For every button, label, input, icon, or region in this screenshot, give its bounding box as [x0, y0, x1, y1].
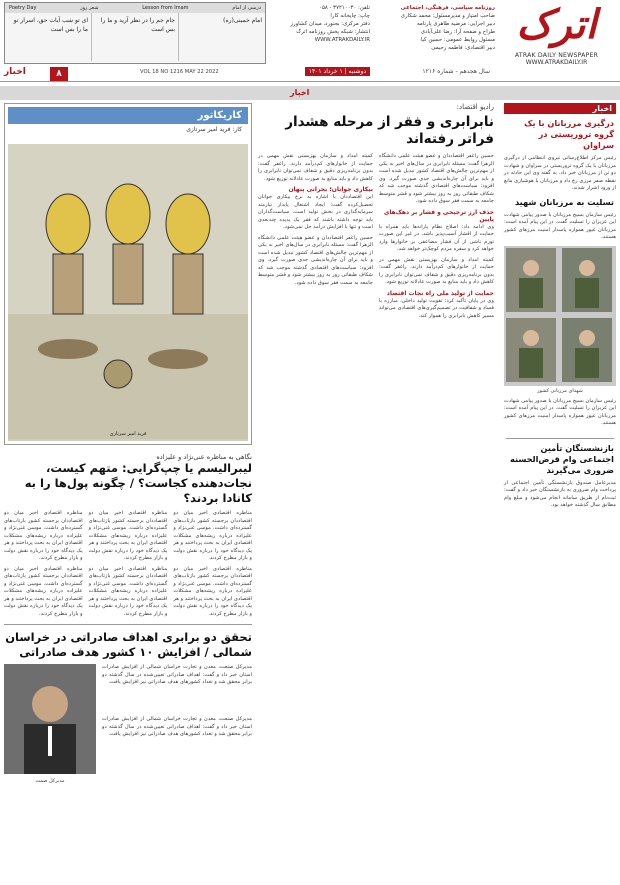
story-headline: تحقق دو برابری اهداف صادراتی در خراسان شمالی / افزایش ۱۰ کشور هدف صادراتی	[4, 624, 252, 660]
contact-line: انتشار: شبکه پخش روزنامه اترک	[296, 29, 370, 35]
lesson-tag: Lesson from Imam	[142, 5, 189, 11]
pub-line: روزنامه سیاسی، فرهنگی، اجتماعی	[400, 5, 495, 11]
poem-column: ای تو شب آیات حق، اسرار تو ما را بس است	[13, 17, 88, 33]
subhead: حذف ارز ترجیحی و فشار بر دهک‌های پایین	[383, 208, 494, 223]
paragraph: این اقتصاددان با اشاره به نرخ بیکاری جوانان تحصیل‌کرده گفت: ایجاد اشتغال پایدار نیازمند سرمایه‌گذاری در بخش تولید است. سیاست‌گذاران باید توجه داشته باشند که فقر یک پدیده چندبعدی است و تنها با افزایش درآمد حل نمی‌شود.	[258, 194, 373, 230]
subhead: بیکاری جوانان؛ بحرانی پنهان	[288, 186, 373, 193]
pub-line: صاحب امتیاز و مدیرمسئول: محمد شکاری	[400, 13, 495, 19]
photo-caption: شهدای مرزبانی کشور	[537, 387, 583, 394]
paragraph: مناظره اقتصادی اخیر میان دو اقتصاددان برجسته کشور بازتاب‌های گسترده‌ای داشت. موسی غنی‌نژاد و علیزاده درباره ریشه‌های مشکلات اقتصادی ایران به بحث پرداختند و هر یک دیدگاه خود را درباره نقش دولت و بازار مطرح کردند.	[173, 565, 252, 617]
logo-subtitle: ATRAK DAILY NEWSPAPER	[514, 52, 599, 59]
pub-line: دبیر اقتصادی: فاطمه رحیمی	[431, 45, 495, 51]
main-headline: نابرابری و فقر از مرحله هشدار فراتر رفته‌اند	[285, 114, 494, 147]
official-portrait-drawing	[4, 664, 96, 774]
column-header: اخبار	[504, 103, 616, 114]
article-body	[258, 153, 494, 320]
portrait-caption: مدیرکل صمت	[35, 778, 65, 784]
cartoon-box	[4, 103, 252, 445]
dateline	[0, 66, 620, 82]
issue-date: دوشنبه | ۱ خرداد ۱۴۰۱	[305, 67, 370, 76]
paragraph: کمیته امداد و سازمان بهزیستی نقش مهمی در حمایت از خانوارهای کم‌درآمد دارند. راغفر گفت: بدون برنامه‌ریزی دقیق و شفاف نمی‌توان نابرابری را کاهش داد و باید منابع به صورت عادلانه توزیع شود.	[379, 256, 494, 285]
lesson-column: امام خمینی(ره)	[178, 13, 265, 61]
pub-line: مسئول روابط عمومی: حسین کیا	[420, 37, 495, 43]
page-number: ۸	[50, 67, 68, 81]
paragraph: مناظره اقتصادی اخیر میان دو اقتصاددان برجسته کشور بازتاب‌های گسترده‌ای داشت. موسی غنی‌نژاد و علیزاده درباره ریشه‌های مشکلات اقتصادی ایران به بحث پرداختند و هر یک دیدگاه خود را درباره نقش دولت و بازار مطرح کردند.	[88, 565, 168, 617]
contact-line: چاپ: چاپخانه کارا	[330, 13, 370, 19]
paragraph: مناظره اقتصادی اخیر میان دو اقتصاددان برجسته کشور بازتاب‌های گسترده‌ای داشت. موسی غنی‌نژاد و علیزاده درباره ریشه‌های مشکلات اقتصادی ایران به بحث پرداختند و هر یک دیدگاه خود را درباره نقش دولت و بازار مطرح کردند.	[3, 510, 83, 561]
cartoon-title: کاریکاتور	[8, 107, 248, 124]
story3-wrap	[4, 664, 252, 804]
story-body-columns	[4, 566, 252, 619]
publisher-info	[375, 4, 495, 52]
poetry-day-tag: Poetry Day	[9, 5, 37, 11]
martyrs-portraits	[504, 246, 616, 386]
story-body: مدیرکل صنعت، معدن و تجارت خراسان شمالی از افزایش صادرات استان خبر داد و گفت: اهداف صادراتی تعیین‌شده در سال گذشته دو برابر محقق شد و تعداد کشورهای هدف صادراتی نیز افزایش یافت.	[102, 716, 252, 737]
poetry-lesson-box	[4, 2, 266, 64]
paragraph: مناظره اقتصادی اخیر میان دو اقتصاددان برجسته کشور بازتاب‌های گسترده‌ای داشت. موسی غنی‌نژاد و علیزاده درباره ریشه‌های مشکلات اقتصادی ایران به بحث پرداختند و هر یک دیدگاه خود را درباره نقش دولت و بازار مطرح کردند.	[88, 510, 168, 561]
cartoon-author: کار: فرید امیر سرتازی	[186, 126, 242, 133]
section-label: اخبار	[290, 88, 310, 97]
story-headline: لیبرالیسم یا چپ‌گرایی: متهم کیست، نجات‌دهنده کجاست؟ / چگونه پول‌ها را به کانادا بردند؟	[24, 461, 252, 505]
story-title: تسلیت به مرزبانان شهید	[514, 196, 614, 207]
paragraph: حسین راغفر اقتصاددان و عضو هیئت علمی دانشگاه الزهرا گفت: مسئله نابرابری در سال‌های اخیر به یکی از مهم‌ترین چالش‌های اقتصاد کشور تبدیل شده است و باید برای آن چاره‌اندیشی جدی صورت گیرد. وی افزود: سیاست‌های اقتصادی گذشته موجب شد که شکاف طبقاتی روز به روز بیشتر شود و قشر متوسط جامعه به سمت فقر سوق داده شود.	[258, 234, 373, 286]
left-column	[4, 103, 252, 881]
contact-info	[275, 4, 370, 44]
paragraph: مناظره اقتصادی اخیر میان دو اقتصاددان برجسته کشور بازتاب‌های گسترده‌ای داشت. موسی غنی‌نژاد و علیزاده درباره ریشه‌های مشکلات اقتصادی ایران به بحث پرداختند و هر یک دیدگاه خود را درباره نقش دولت و بازار مطرح کردند.	[173, 510, 252, 561]
box-body	[5, 13, 265, 61]
story-kicker: نگاهی به مناظره عنی‌نژاد و علیزاده	[156, 453, 252, 461]
cartoon-credit: فرید امیر سرتازی	[109, 431, 147, 437]
story-body: رئیس مرکز اطلاع‌رسانی نیروی انتظامی از درگیری مرزبانان با یک گروه تروریستی در سراوان و شهادت دو تن از مرزبانان خبر داد. به گفته وی این حادثه در نقطه صفر مرزی رخ داد و مرزبانان با هوشیاری مانع از ورود اشرار شدند.	[504, 155, 616, 191]
poetry-day-fa: شعر روز	[80, 5, 99, 11]
box-header	[5, 3, 265, 13]
paragraph: حسین راغفر اقتصاددان و عضو هیئت علمی دانشگاه الزهرا گفت: مسئله نابرابری در سال‌های اخیر به یکی از مهم‌ترین چالش‌های اقتصاد کشور تبدیل شده است و باید برای آن چاره‌اندیشی جدی صورت گیرد. وی افزود: سیاست‌های اقتصادی گذشته موجب شد که شکاف طبقاتی روز به روز بیشتر شود و قشر متوسط جامعه به سمت فقر سوق داده شود.	[379, 153, 494, 204]
section-tag: اخبار	[4, 67, 26, 77]
subhead: حمایت از تولید ملی راه نجات اقتصاد	[386, 289, 494, 297]
main-column	[258, 103, 494, 881]
contact-line: تلفن: ۳۷۲۱۰۰۳۰ - ۰۵۸	[319, 5, 370, 11]
lesson-fa: درسی از امام	[232, 5, 261, 11]
section-bar	[0, 86, 620, 100]
story-body-columns	[4, 510, 252, 563]
story-body: مدیرعامل صندوق بازنشستگی تأمین اجتماعی از پرداخت وام ضروری به بازنشستگان خبر داد و گفت: ثبت‌نام از طریق سامانه انجام می‌شود و مبلغ وام مطابق سال گذشته خواهد بود.	[504, 479, 616, 508]
poem-column: جام جم را در نظر آرید و ما را بس است	[91, 13, 178, 61]
story-title: درگیری مرزبانان با یک گروه تروریستی در سراوان	[524, 118, 614, 150]
paragraph: کمیته امداد و سازمان بهزیستی نقش مهمی در حمایت از خانوارهای کم‌درآمد دارند. راغفر گفت: بدون برنامه‌ریزی دقیق و شفاف نمی‌توان نابرابری را کاهش داد و باید منابع به صورت عادلانه توزیع شود.	[258, 153, 373, 182]
pub-line: طراح و صفحه آرا: رضا علی‌آبادی	[420, 29, 495, 35]
martyrs-photo	[504, 246, 616, 386]
story-body: رئیس سازمان بسیج مرزبانان با صدور پیامی شهادت این عزیزان را تسلیت گفت. در این پیام آمده است: مرزبانان غیور همواره پاسدار امنیت مرزهای کشور هستند.	[504, 397, 616, 426]
logo-url: WWW.ATRAKDAILY.IR	[525, 59, 588, 66]
paragraph: وی در پایان تأکید کرد: تقویت تولید داخلی، مبارزه با فساد و شفافیت در تصمیم‌گیری‌های اقتصادی می‌تواند مسیر کاهش نابرابری را هموار کند.	[379, 297, 494, 319]
paragraph: مناظره اقتصادی اخیر میان دو اقتصاددان برجسته کشور بازتاب‌های گسترده‌ای داشت. موسی غنی‌نژاد و علیزاده درباره ریشه‌های مشکلات اقتصادی ایران به بحث پرداختند و هر یک دیدگاه خود را درباره نقش دولت و بازار مطرح کردند.	[3, 565, 83, 617]
cartoon-drawing	[8, 144, 248, 439]
contact-line: WWW.ATRAKDAILY.IR	[314, 37, 370, 43]
headline-kicker: رادیو اقتصاد:	[456, 103, 494, 111]
article-column-right	[379, 153, 494, 320]
story-body: مدیرکل صنعت، معدن و تجارت خراسان شمالی از افزایش صادرات استان خبر داد و گفت: اهداف صادراتی تعیین‌شده در سال گذشته دو برابر محقق شد و تعداد کشورهای هدف صادراتی نیز افزایش یافت.	[102, 664, 252, 685]
pub-line: دبیر اجرایی: مرضیه طاهری پارنامه	[416, 21, 495, 27]
story-body: رئیس سازمان بسیج مرزبانان با صدور پیامی شهادت این عزیزان را تسلیت گفت. در این پیام آمده است: مرزبانان غیور همواره پاسدار امنیت مرزهای کشور هستند.	[504, 211, 616, 240]
masthead	[0, 0, 620, 82]
logo: اترک	[516, 1, 597, 48]
issue-info: VOL 18 NO 1216 MAY 22 2022	[140, 69, 219, 75]
right-column	[504, 103, 616, 881]
story-title: بازنشستگان تأمین اجتماعی وام قرض‌الحسنه ضروری می‌گیرند	[506, 438, 614, 476]
contact-line: دفتر مرکزی: بجنورد، میدان کشاورز	[290, 21, 370, 27]
article-column-left	[258, 153, 373, 320]
issue-number: سال هجدهم - شماره ۱۲۱۶	[422, 68, 490, 75]
paragraph: وی ادامه داد: اصلاح نظام یارانه‌ها باید همراه با حمایت از اقشار آسیب‌پذیر باشد. در غیر این صورت تورم ناشی از آن فشار مضاعفی بر خانوارها وارد خواهد کرد و سفره مردم کوچک‌تر خواهد شد.	[379, 223, 494, 252]
cartoon-illustration	[8, 144, 248, 441]
official-portrait	[4, 664, 96, 774]
